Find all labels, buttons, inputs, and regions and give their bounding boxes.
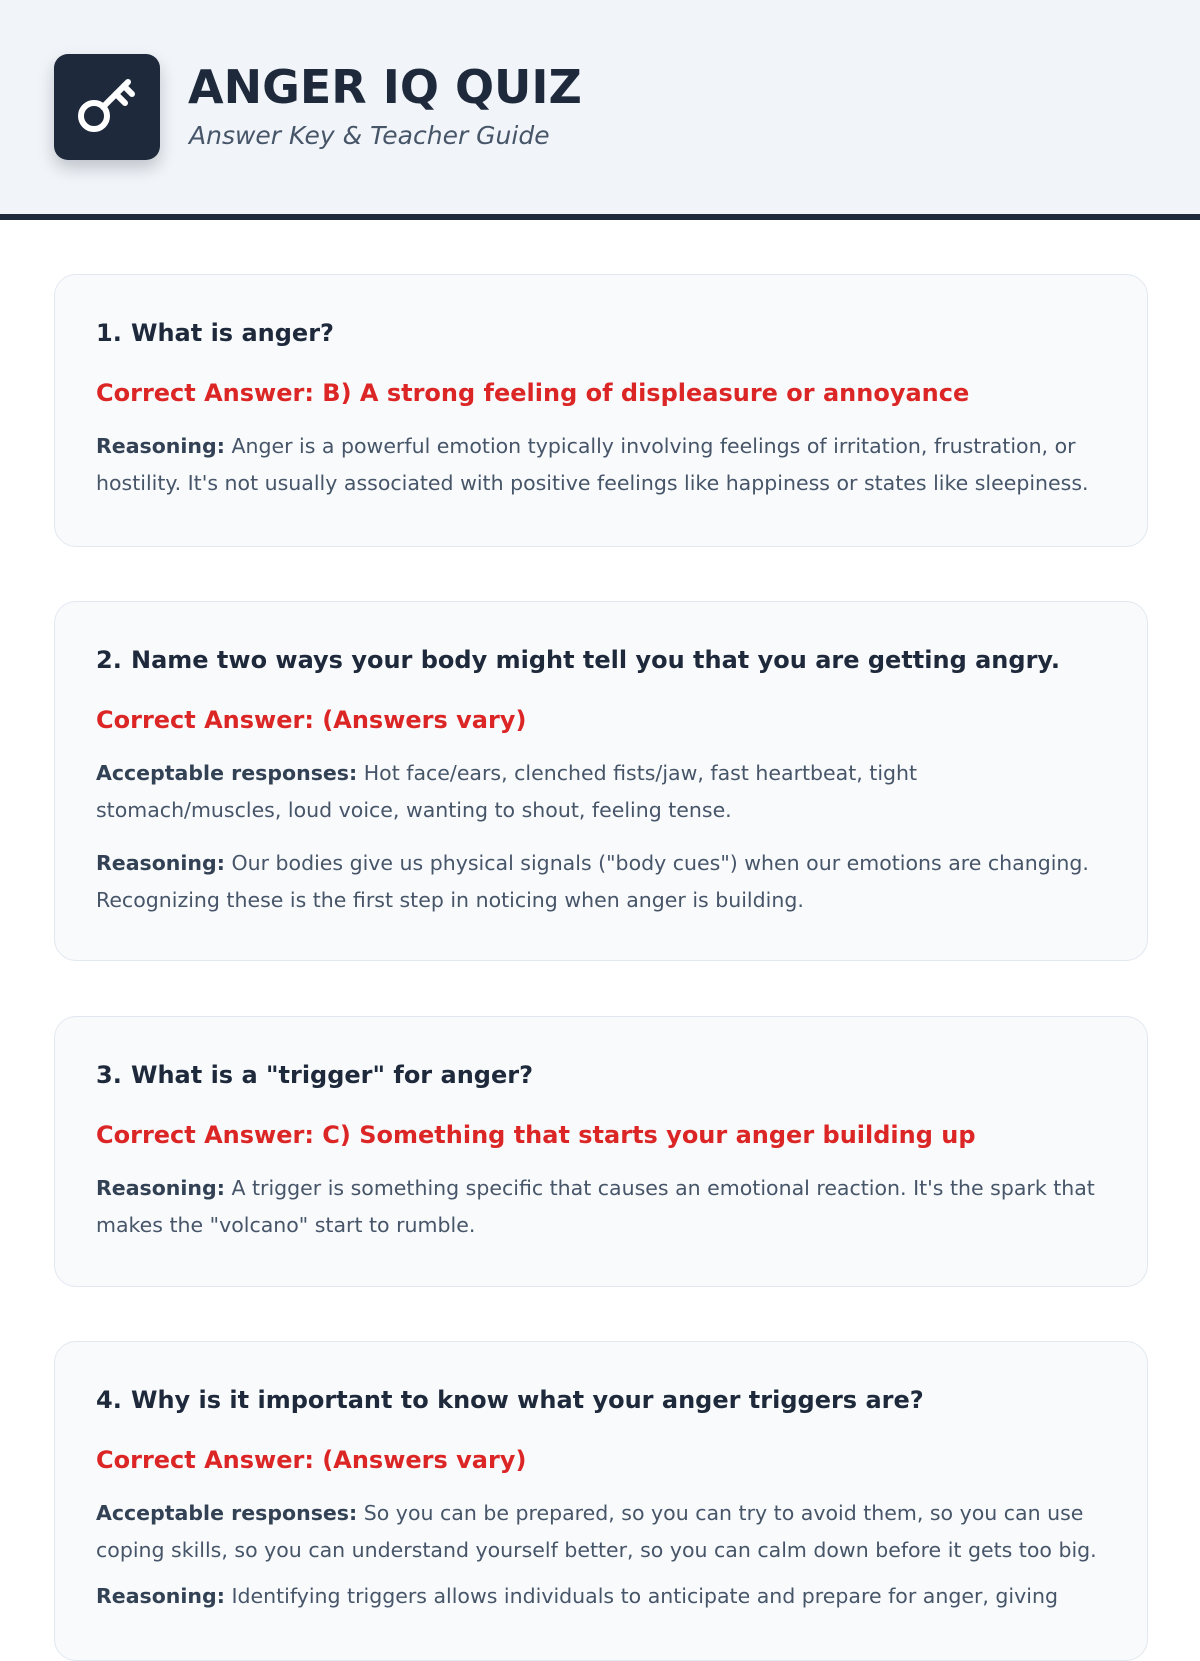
question-card-1 bbox=[54, 274, 1148, 547]
page-title: ANGER IQ QUIZ bbox=[188, 60, 582, 114]
correct-answer: Correct Answer: (Answers vary) bbox=[96, 706, 527, 734]
reasoning-text: Anger is a powerful emotion typically involving feelings of irritation, frustration, or hostility. It's not usually associated with positive feelings like happiness or states like sleepiness. bbox=[96, 434, 1089, 495]
reasoning bbox=[96, 1170, 1106, 1244]
correct-answer: Correct Answer: (Answers vary) bbox=[96, 1446, 527, 1474]
question-number: 3. bbox=[96, 1061, 122, 1089]
acceptable-responses bbox=[96, 755, 1106, 829]
question-text: What is anger? bbox=[131, 319, 334, 347]
question-card-4 bbox=[54, 1341, 1148, 1661]
question-heading bbox=[96, 319, 334, 347]
acceptable-responses bbox=[96, 1495, 1106, 1569]
question-card-2 bbox=[54, 601, 1148, 961]
acceptable-text: Hot face/ears, clenched fists/jaw, fast heartbeat, tight stomach/muscles, loud voice, wanting to shout, feeling tense. bbox=[96, 761, 918, 822]
question-heading bbox=[96, 1386, 924, 1414]
reasoning-label: Reasoning: bbox=[96, 851, 225, 875]
question-number: 2. bbox=[96, 646, 122, 674]
acceptable-label: Acceptable responses: bbox=[96, 761, 358, 785]
correct-answer: Correct Answer: C) Something that starts your anger building up bbox=[96, 1121, 976, 1149]
reasoning-text: Identifying triggers allows individuals to anticipate and prepare for anger, giving bbox=[231, 1584, 1058, 1608]
question-text: What is a "trigger" for anger? bbox=[131, 1061, 533, 1089]
question-heading bbox=[96, 1061, 533, 1089]
reasoning-text: Our bodies give us physical signals ("body cues") when our emotions are changing. Recognizing these is the first step in noticing when anger is building. bbox=[96, 851, 1089, 912]
question-number: 4. bbox=[96, 1386, 122, 1414]
page-subtitle: Answer Key & Teacher Guide bbox=[189, 121, 550, 150]
reasoning-label: Reasoning: bbox=[96, 1584, 225, 1608]
reasoning bbox=[96, 845, 1106, 919]
key-icon bbox=[54, 54, 160, 160]
question-text: Why is it important to know what your anger triggers are? bbox=[131, 1386, 924, 1414]
logo bbox=[54, 54, 160, 160]
question-text: Name two ways your body might tell you that you are getting angry. bbox=[131, 646, 1060, 674]
reasoning-label: Reasoning: bbox=[96, 434, 225, 458]
question-card-3 bbox=[54, 1016, 1148, 1287]
question-heading bbox=[96, 646, 1060, 674]
acceptable-label: Acceptable responses: bbox=[96, 1501, 358, 1525]
header bbox=[0, 0, 1200, 220]
reasoning-text: A trigger is something specific that causes an emotional reaction. It's the spark that makes the "volcano" start to rumble. bbox=[96, 1176, 1095, 1237]
correct-answer: Correct Answer: B) A strong feeling of displeasure or annoyance bbox=[96, 379, 970, 407]
reasoning-label: Reasoning: bbox=[96, 1176, 225, 1200]
acceptable-text: So you can be prepared, so you can try to avoid them, so you can use coping skills, so you can understand yourself better, so you can calm down before it gets too big. bbox=[96, 1501, 1097, 1562]
reasoning bbox=[96, 1578, 1106, 1615]
reasoning bbox=[96, 428, 1106, 502]
question-number: 1. bbox=[96, 319, 122, 347]
